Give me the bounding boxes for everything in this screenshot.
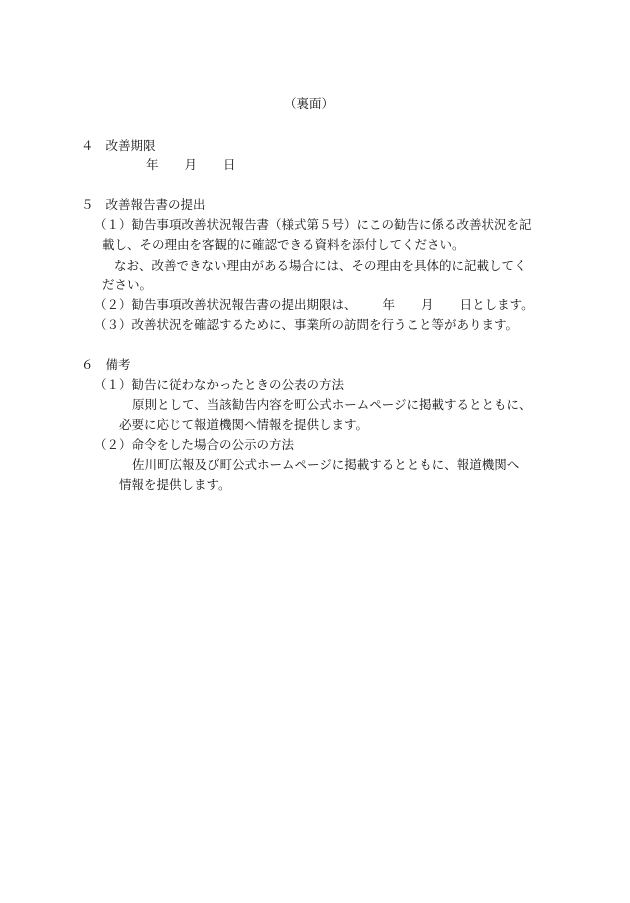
section5-item2-day-text: 日とします。 <box>459 297 534 312</box>
section5-item1-note-line1 <box>114 258 527 274</box>
section5-item1-note-line2 <box>102 277 152 293</box>
section5-number: ５ <box>81 197 94 212</box>
section5-heading <box>81 197 206 213</box>
section6-item2-text2: 情報を提供します。 <box>119 477 231 492</box>
section6-number: ６ <box>81 357 94 372</box>
section5-title: 改善報告書の提出 <box>105 197 206 212</box>
section4-title: 改善期限 <box>105 138 156 153</box>
section4-heading <box>81 138 156 154</box>
section5-item2-year-label: 年 <box>382 297 396 312</box>
section5-item2-month-label: 月 <box>421 297 434 312</box>
section5-item1-line2 <box>102 237 465 253</box>
section6-item1-marker: （１） <box>94 377 132 392</box>
section6-item1-text1: 原則として、当該勧告内容を町公式ホームページに掲載するとともに、 <box>132 397 532 412</box>
section5-item1-text2: 載し、その理由を客観的に確認できる資料を添付してください。 <box>102 237 465 252</box>
section6-item1-heading <box>94 377 344 393</box>
section5-item1-note-text2: ださい。 <box>102 277 153 292</box>
section4-year-label: 年 <box>146 157 159 172</box>
section5-item1-marker: （１） <box>94 217 132 232</box>
section5-item2 <box>94 297 534 313</box>
section6-item2-heading <box>94 437 294 453</box>
section6-item2-line1 <box>132 457 519 473</box>
section5-item3-marker: （３） <box>94 317 132 332</box>
section6-item1-text2: 必要に応じて報道機関へ情報を提供します。 <box>119 417 369 432</box>
section6-item1-line2 <box>119 417 368 433</box>
section6-item2-line2 <box>119 477 231 493</box>
section5-item3 <box>94 317 518 333</box>
section6-item2-marker: （２） <box>94 437 132 452</box>
section6-heading <box>81 357 131 373</box>
page-header <box>284 96 334 112</box>
section4-date <box>146 157 236 173</box>
section5-item2-marker: （２） <box>94 297 132 312</box>
section5-item1-text1: 勧告事項改善状況報告書（様式第５号）にこの勧告に係る改善状況を記 <box>131 217 532 232</box>
section5-item1-line1 <box>94 217 532 233</box>
section4-month-label: 月 <box>184 157 198 172</box>
section6-item2-heading-text: 命令をした場合の公示の方法 <box>131 437 295 452</box>
section5-item1-note-text1: なお、改善できない理由がある場合には、その理由を具体的に記載してく <box>114 258 527 273</box>
section6-item1-line1 <box>132 397 532 413</box>
section5-item2-text: 勧告事項改善状況報告書の提出期限は、 <box>131 297 357 312</box>
section4-day-label: 日 <box>223 157 236 172</box>
section4-number: ４ <box>81 138 94 153</box>
section6-item1-heading-text: 勧告に従わなかったときの公表の方法 <box>131 377 345 392</box>
section6-item2-text1: 佐川町広報及び町公式ホームページに掲載するとともに、報道機関へ <box>132 457 520 472</box>
section5-item3-text: 改善状況を確認するために、事業所の訪問を行うこと等があります。 <box>131 317 519 332</box>
section6-title: 備考 <box>105 357 131 372</box>
page-header-text: （裏面） <box>284 96 335 111</box>
